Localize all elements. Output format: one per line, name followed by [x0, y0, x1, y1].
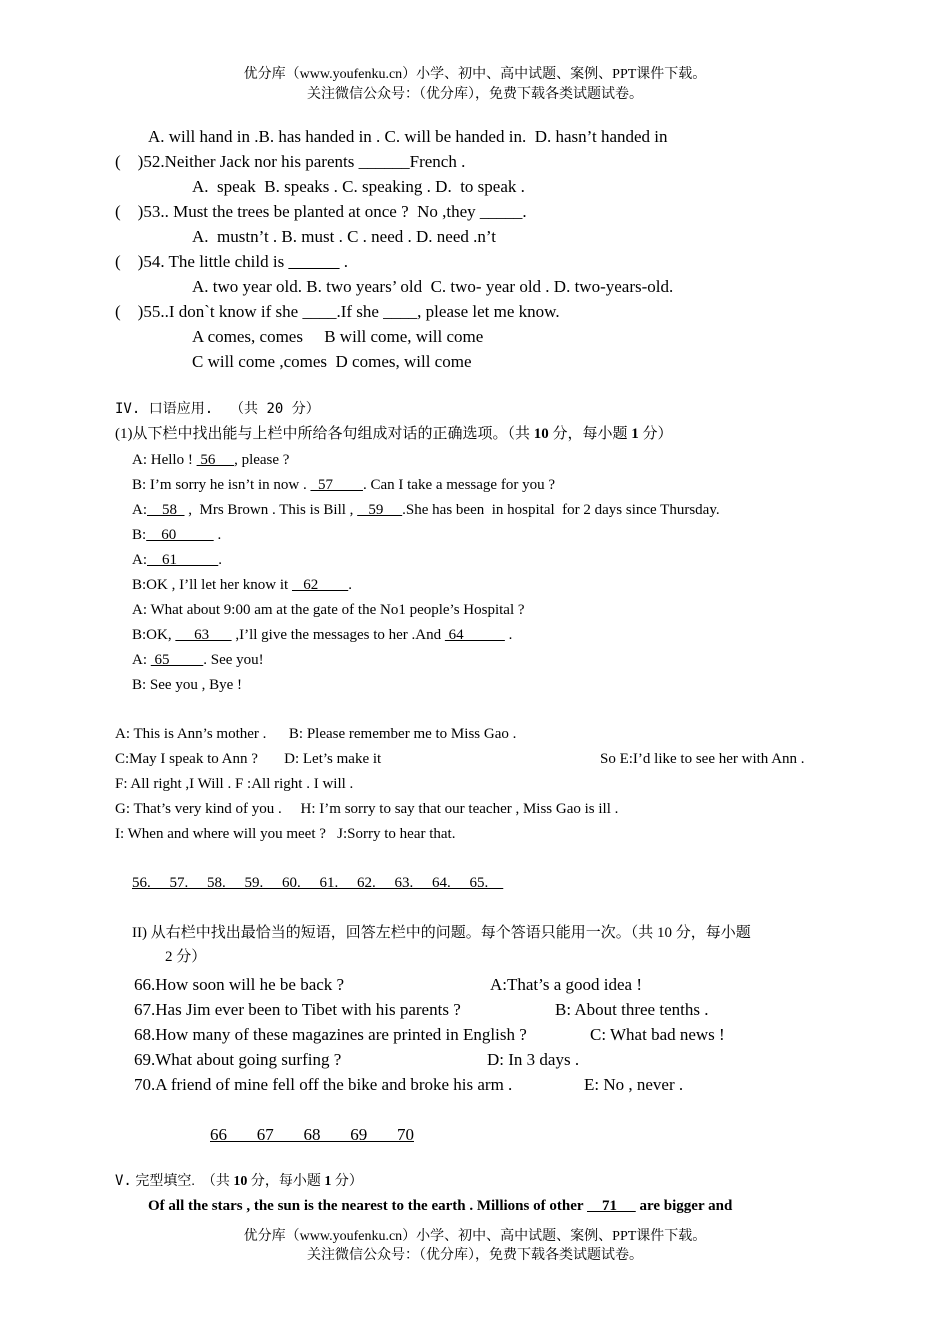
answer-e: E: No , never . [584, 1075, 684, 1094]
question-70: 70.A friend of mine fell off the bike and broke his arm . [134, 1075, 513, 1094]
answer-d: D: In 3 days . [487, 1050, 580, 1069]
q54-options: A. two year old. B. two years’ old C. two- year old . D. two-years-old. [192, 277, 674, 296]
footer-line-1: 优分库（www.youfenku.cn）小学、初中、高中试题、案例、PPT课件下载。 [243, 1229, 707, 1244]
q52-stem: ( )52.Neither Jack nor his parents ______French . [115, 152, 466, 171]
dialogue-line: A: 58 , Mrs Brown . This is Bill , 59 .She has been in hospital for 2 days since Thursday. [132, 502, 720, 518]
dialogue-line: B:OK, 63 ,I’ll give the messages to her .And 64 . [132, 627, 513, 643]
footer-line-2: 关注微信公众号：（优分库），免费下载各类试题试卷。 [307, 1248, 643, 1263]
answer-line-56-65: 56. 57. 58. 59. 60. 61. 62. 63. 64. 65. [132, 875, 504, 891]
section-iv-part1-instructions: (1)从下栏中找出能与上栏中所给各句组成对话的正确选项。（共 10 分，每小题 1 分） [115, 426, 673, 442]
option-line: I: When and where will you meet ? J:Sorry to hear that. [115, 826, 456, 842]
question-66: 66.How soon will he be back ? [134, 975, 345, 994]
blank-59: 59 [357, 502, 403, 518]
option-line: So E:I’d like to see her with Ann . [600, 751, 805, 767]
question-69: 69.What about going surfing ? [134, 1050, 342, 1069]
header-line-1: 优分库（www.youfenku.cn）小学、初中、高中试题、案例、PPT课件下载。 [243, 67, 707, 82]
dialogue-line: B:OK , I’ll let her know it 62 . [132, 577, 352, 593]
q51-options: A. will hand in .B. has handed in . C. will be handed in. D. hasn’t handed in [148, 127, 668, 146]
q55-stem: ( )55..I don`t know if she ____.If she ____, please let me know. [115, 302, 560, 321]
option-line: F: All right ,I Will . F :All right . I will . [115, 776, 354, 792]
section-iv-part2-instructions: II) 从右栏中找出最恰当的短语，回答左栏中的问题。每个答语只能用一次。（共 10 分，每小题 [132, 925, 751, 941]
dialogue-line: B: See you , Bye ! [132, 677, 242, 693]
q52-options: A. speak B. speaks . C. speaking . D. to speak . [192, 177, 525, 196]
dialogue-line: A: What about 9:00 am at the gate of the No1 people’s Hospital ? [132, 602, 525, 618]
section-iv-heading: IV. 口语应用. （共 20 分） [115, 401, 320, 417]
cloze-passage: Of all the stars , the sun is the nearest to the earth . Millions of other 71 are bigger and [148, 1198, 733, 1214]
option-line: A: This is Ann’s mother . B: Please remember me to Miss Gao . [115, 726, 517, 742]
blank-62: 62 [291, 577, 349, 593]
blank-56: 56 [196, 452, 235, 468]
q53-stem: ( )53.. Must the trees be planted at once ? No ,they _____. [115, 202, 527, 221]
section-v-heading: V. 完型填空. （共 10 分，每小题 1 分） [115, 1173, 363, 1189]
blank-58: 58 [147, 502, 185, 518]
dialogue-line: A: 61 . [132, 552, 222, 568]
option-line: C:May I speak to Ann ? D: Let’s make it [115, 751, 382, 767]
q54-stem: ( )54. The little child is ______ . [115, 252, 348, 271]
answer-a: A:That’s a good idea ! [490, 975, 643, 994]
section-iv-part2-instructions-cont: 2 分） [165, 949, 207, 965]
dialogue-line: A: Hello ! 56 , please ? [132, 452, 290, 468]
answer-line-66-70: 66 67 68 69 70 [210, 1125, 414, 1144]
blank-64: 64 [444, 627, 505, 643]
question-68: 68.How many of these magazines are printed in English ? [134, 1025, 527, 1044]
header-line-2: 关注微信公众号：（优分库），免费下载各类试题试卷。 [307, 87, 643, 102]
blank-63: 63 [175, 627, 232, 643]
dialogue-line: B: 60 . [132, 527, 222, 543]
option-line: G: That’s very kind of you . H: I’m sorry to say that our teacher , Miss Gao is ill . [115, 801, 619, 817]
q54-blank: ______ [288, 252, 340, 271]
q53-options: A. mustn’t . B. must . C . need . D. need .n’t [192, 227, 496, 246]
q52-blank: ______ [358, 152, 410, 171]
dialogue-line: A: 65 . See you! [132, 652, 264, 668]
answer-b: B: About three tenths . [555, 1000, 709, 1019]
blank-61: 61 [147, 552, 219, 568]
blank-65: 65 [150, 652, 204, 668]
dialogue-line: B: I’m sorry he isn’t in now . 57 . Can I take a message for you ? [132, 477, 555, 493]
q53-blank: _____ [479, 202, 523, 221]
answer-c: C: What bad news ! [590, 1025, 725, 1044]
q55-options-1: A comes, comes B will come, will come [192, 327, 484, 346]
q55-options-2: C will come ,comes D comes, will come [192, 352, 472, 371]
question-67: 67.Has Jim ever been to Tibet with his parents ? [134, 1000, 461, 1019]
blank-60: 60 [146, 527, 214, 543]
blank-57: 57 [310, 477, 363, 493]
blank-71: 71 [587, 1198, 636, 1214]
